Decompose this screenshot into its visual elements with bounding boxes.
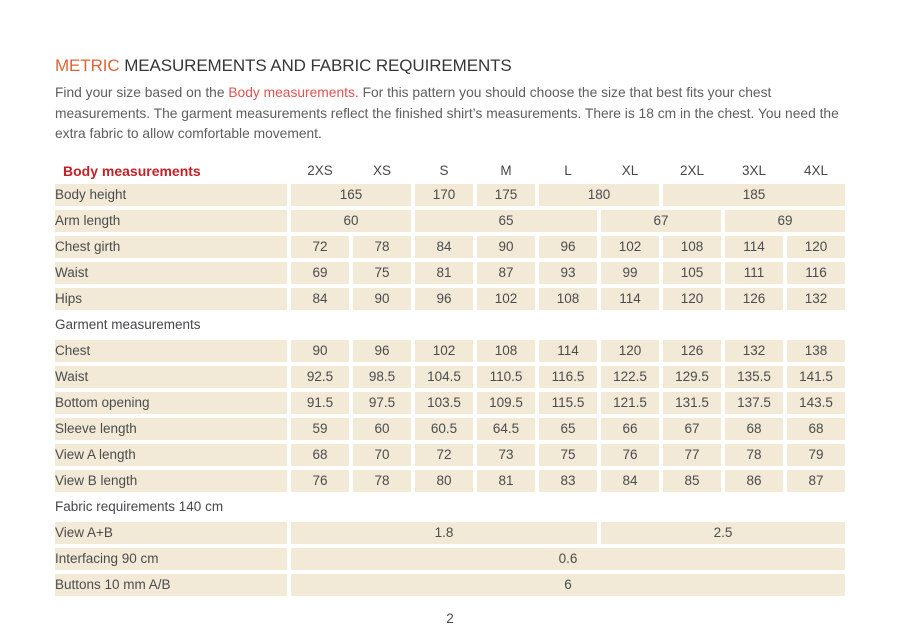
section-header-row (55, 314, 845, 336)
value-cell: 87 (787, 470, 845, 492)
body-measurements-link[interactable]: Body measurements. (228, 85, 359, 100)
value-cell: 84 (601, 470, 659, 492)
value-cell: 75 (539, 444, 597, 466)
value-cell: 67 (601, 210, 721, 232)
row-label: View A+B (55, 522, 287, 544)
table-row (55, 470, 845, 492)
page-title-accent: METRIC (55, 56, 120, 75)
value-cell: 109.5 (477, 392, 535, 414)
row-label: View A length (55, 444, 287, 466)
size-column-header: 3XL (741, 163, 767, 179)
value-cell: 111 (725, 262, 783, 284)
value-cell: 76 (601, 444, 659, 466)
size-column-header: L (564, 163, 572, 179)
table-row (55, 522, 845, 544)
value-cell: 73 (477, 444, 535, 466)
value-cell: 72 (291, 236, 349, 258)
value-cell: 96 (415, 288, 473, 310)
intro-paragraph (55, 83, 851, 145)
value-cell: 78 (725, 444, 783, 466)
table-header-row (55, 162, 845, 180)
section-title: Garment measurements (55, 317, 201, 333)
page-number: 2 (446, 610, 454, 626)
table-row (55, 444, 845, 466)
value-cell: 69 (291, 262, 349, 284)
value-cell: 114 (601, 288, 659, 310)
row-label: View B length (55, 470, 287, 492)
table-row (55, 418, 845, 440)
value-cell: 90 (477, 236, 535, 258)
value-cell: 120 (787, 236, 845, 258)
value-cell: 78 (353, 470, 411, 492)
value-cell: 69 (725, 210, 845, 232)
value-cell: 135.5 (725, 366, 783, 388)
value-cell: 83 (539, 470, 597, 492)
value-cell: 96 (353, 340, 411, 362)
size-column-header: XS (372, 163, 391, 179)
value-cell: 103.5 (415, 392, 473, 414)
value-cell: 129.5 (663, 366, 721, 388)
value-cell: 76 (291, 470, 349, 492)
value-cell: 108 (663, 236, 721, 258)
value-cell: 75 (353, 262, 411, 284)
value-cell: 108 (539, 288, 597, 310)
value-cell: 85 (663, 470, 721, 492)
value-cell: 102 (601, 236, 659, 258)
row-label: Arm length (55, 210, 287, 232)
row-label: Sleeve length (55, 418, 287, 440)
value-cell: 2.5 (601, 522, 845, 544)
value-cell: 180 (539, 184, 659, 206)
value-cell: 108 (477, 340, 535, 362)
value-cell: 137.5 (725, 392, 783, 414)
value-cell: 81 (477, 470, 535, 492)
table-row (55, 288, 845, 310)
value-cell: 91.5 (291, 392, 349, 414)
value-cell: 1.8 (291, 522, 597, 544)
size-column-header: 2XS (307, 163, 333, 179)
size-column-header: M (500, 163, 512, 179)
intro-text-post: For this pattern you should choose the size that best fits your chest measurements. The garment measurements reflect the finished shirt’s measurements. There is 18 cm in the chest. You need the extra fabric to allow comfortable movement. (55, 85, 839, 142)
value-cell: 87 (477, 262, 535, 284)
value-cell: 59 (291, 418, 349, 440)
value-cell: 99 (601, 262, 659, 284)
value-cell: 68 (291, 444, 349, 466)
value-cell: 60 (291, 210, 411, 232)
value-cell: 120 (601, 340, 659, 362)
value-cell: 120 (663, 288, 721, 310)
value-cell: 165 (291, 184, 411, 206)
value-cell: 138 (787, 340, 845, 362)
row-label: Buttons 10 mm A/B (55, 574, 287, 596)
row-label: Body height (55, 184, 287, 206)
value-cell: 122.5 (601, 366, 659, 388)
value-cell: 97.5 (353, 392, 411, 414)
value-cell: 84 (415, 236, 473, 258)
value-cell: 0.6 (291, 548, 845, 570)
value-cell: 170 (415, 184, 473, 206)
table-row (55, 236, 845, 258)
value-cell: 116 (787, 262, 845, 284)
row-label: Chest girth (55, 236, 287, 258)
value-cell: 70 (353, 444, 411, 466)
value-cell: 60.5 (415, 418, 473, 440)
value-cell: 60 (353, 418, 411, 440)
size-column-header: S (439, 163, 449, 179)
value-cell: 79 (787, 444, 845, 466)
table-title: Body measurements (63, 162, 201, 179)
value-cell: 115.5 (539, 392, 597, 414)
value-cell: 141.5 (787, 366, 845, 388)
value-cell: 6 (291, 574, 845, 596)
size-table-body (55, 184, 845, 596)
intro-text-pre: Find your size based on the (55, 85, 225, 100)
value-cell: 92.5 (291, 366, 349, 388)
value-cell: 68 (787, 418, 845, 440)
table-row (55, 262, 845, 284)
value-cell: 66 (601, 418, 659, 440)
section-header-row (55, 496, 845, 518)
size-column-header: XL (621, 163, 639, 179)
row-label: Chest (55, 340, 287, 362)
value-cell: 114 (725, 236, 783, 258)
value-cell: 126 (663, 340, 721, 362)
measurements-table (51, 158, 849, 600)
value-cell: 116.5 (539, 366, 597, 388)
value-cell: 77 (663, 444, 721, 466)
row-label: Waist (55, 262, 287, 284)
table-row (55, 210, 845, 232)
value-cell: 72 (415, 444, 473, 466)
value-cell: 78 (353, 236, 411, 258)
value-cell: 67 (663, 418, 721, 440)
value-cell: 132 (787, 288, 845, 310)
value-cell: 110.5 (477, 366, 535, 388)
value-cell: 64.5 (477, 418, 535, 440)
value-cell: 81 (415, 262, 473, 284)
value-cell: 131.5 (663, 392, 721, 414)
row-label: Hips (55, 288, 287, 310)
value-cell: 121.5 (601, 392, 659, 414)
value-cell: 65 (539, 418, 597, 440)
value-cell: 143.5 (787, 392, 845, 414)
value-cell: 65 (415, 210, 597, 232)
value-cell: 126 (725, 288, 783, 310)
value-cell: 90 (353, 288, 411, 310)
section-title: Fabric requirements 140 cm (55, 499, 224, 515)
value-cell: 86 (725, 470, 783, 492)
value-cell: 93 (539, 262, 597, 284)
row-label: Bottom opening (55, 392, 287, 414)
value-cell: 114 (539, 340, 597, 362)
size-column-header: 2XL (679, 163, 705, 179)
value-cell: 98.5 (353, 366, 411, 388)
table-row (55, 366, 845, 388)
value-cell: 175 (477, 184, 535, 206)
table-row (55, 340, 845, 362)
value-cell: 185 (663, 184, 845, 206)
table-row (55, 184, 845, 206)
row-label: Interfacing 90 cm (55, 548, 287, 570)
value-cell: 105 (663, 262, 721, 284)
row-label: Waist (55, 366, 287, 388)
page-title (55, 56, 845, 76)
value-cell: 90 (291, 340, 349, 362)
value-cell: 84 (291, 288, 349, 310)
value-cell: 102 (415, 340, 473, 362)
size-column-header: 4XL (803, 163, 829, 179)
page-title-rest: MEASUREMENTS AND FABRIC REQUIREMENTS (124, 56, 512, 75)
table-row (55, 548, 845, 570)
value-cell: 102 (477, 288, 535, 310)
value-cell: 132 (725, 340, 783, 362)
value-cell: 80 (415, 470, 473, 492)
value-cell: 96 (539, 236, 597, 258)
value-cell: 68 (725, 418, 783, 440)
table-row (55, 392, 845, 414)
table-row (55, 574, 845, 596)
value-cell: 104.5 (415, 366, 473, 388)
